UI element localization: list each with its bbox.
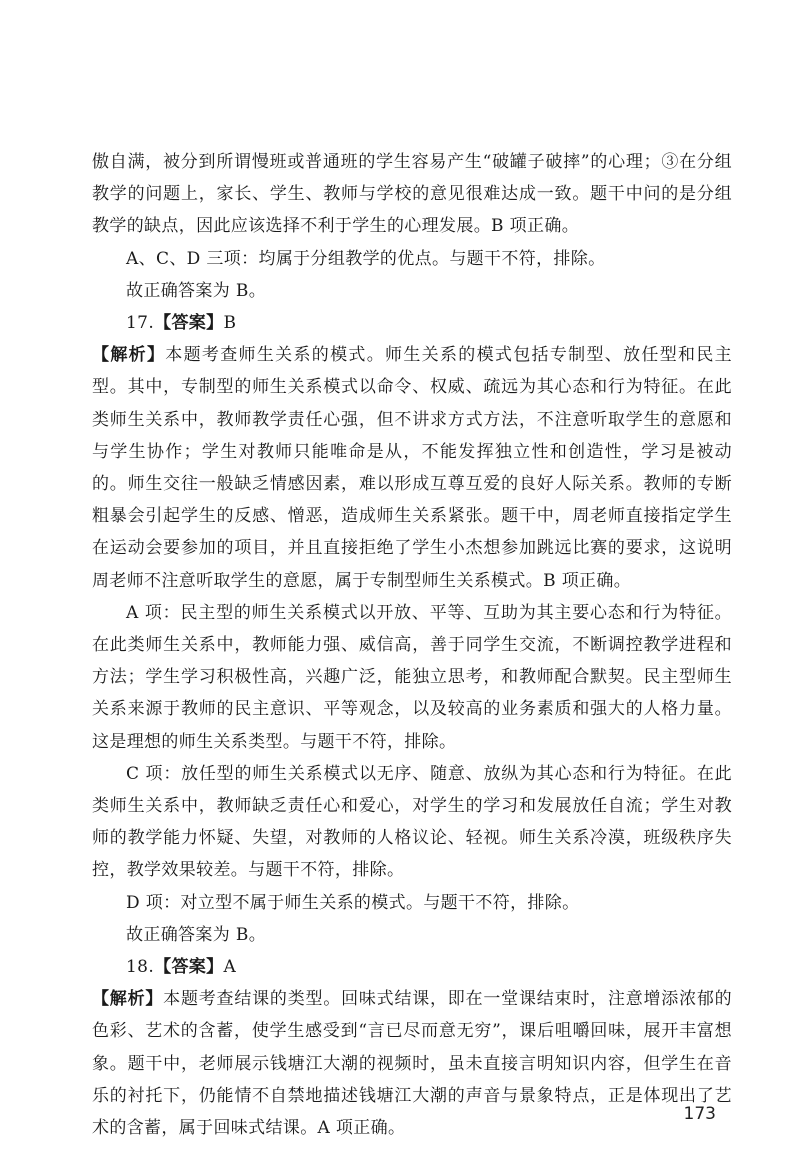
q17-final-answer: 故正确答案为 B。 [126,924,267,945]
q17-analysis-text: 本题考查师生关系的模式。师生关系的模式包括专制型、放任型和民主型。其中，专制型的师生关系模式以命令、权威、疏远为其心态和行为特征。在此类师生关系中，教师教学责任心强，但不讲求方式方法，不注意听取学生的意愿和与学生协作；学生对教师只能唯命是从，不能发挥独立性和创造性，学习是被动的。师生交往一般缺乏情感因素，难以形成互尊互爱的良好人际关系。教师的专断粗暴会引起学生的反感、憎恶，造成师生关系紧张。题干中，周老师直接指定学生在运动会要参加的项目，并且直接拒绝了学生小杰想参加跳远比赛的要求，这说明周老师不注意听取学生的意愿，属于专制型师生关系模式。B 项正确。 [92,345,732,591]
q17-number: 17. [126,313,155,334]
q18-analysis [92,983,732,1144]
q17-analysis [92,339,732,597]
q17-option-a: A 项：民主型的师生关系模式以开放、平等、互助为其主要心态和行为特征。在此类师生关系中，教师能力强、威信高，善于同学生交流，不断调控教学进程和方法；学生学习积极性高，兴趣广泛，能独立思考，和教师配合默契。民主型师生关系来源于教师的民主意识、平等观念，以及较高的业务素质和强大的人格力量。这是理想的师生关系类型。与题干不符，排除。 [92,602,732,752]
q16-other-options: A、C、D 三项：均属于分组教学的优点。与题干不符，排除。 [126,248,606,269]
q17-option-d: D 项：对立型不属于师生关系的模式。与题干不符，排除。 [126,892,580,913]
q18-number: 18. [126,957,155,978]
q18-answer: A [223,957,237,978]
continuation-paragraph: 傲自满，被分到所谓慢班或普通班的学生容易产生“破罐子破摔”的心理；③在分组教学的问题上，家长、学生、教师与学校的意见很难达成一致。题干中问的是分组教学的缺点，因此应该选择不利于学生的心理发展。B 项正确。 [92,152,732,237]
page-number: 173 [683,1104,716,1124]
page-content [92,146,732,1144]
q16-final-answer: 故正确答案为 B。 [126,280,267,301]
q18-analysis-tag: 【解析】 [92,989,164,1010]
q17-option-c: C 项：放任型的师生关系模式以无序、随意、放纵为其心态和行为特征。在此类师生关系中，教师缺乏责任心和爱心，对学生的学习和发展放任自流；学生对教师的教学能力怀疑、失望，对教师的人格议论、轻视。师生关系冷漠，班级秩序失控，教学效果较差。与题干不符，排除。 [92,763,732,881]
q17-answer: B [223,313,237,334]
q17-answer-tag: 【答案】 [154,313,224,334]
q18-answer-tag: 【答案】 [154,957,224,978]
q18-answer-line [92,951,732,983]
q17-analysis-tag: 【解析】 [92,345,166,366]
q18-analysis-text: 本题考查结课的类型。回味式结课，即在一堂课结束时，注意增添浓郁的色彩、艺术的含蓄，使学生感受到“言已尽而意无穷”，课后咀嚼回味，展开丰富想象。题干中，老师展示钱塘江大潮的视频时，虽未直接言明知识内容，但学生在音乐的衬托下，仍能情不自禁地描述钱塘江大潮的声音与景象特点，正是体现出了艺术的含蓄，属于回味式结课。A 项正确。 [92,989,733,1139]
q17-answer-line [92,307,732,339]
